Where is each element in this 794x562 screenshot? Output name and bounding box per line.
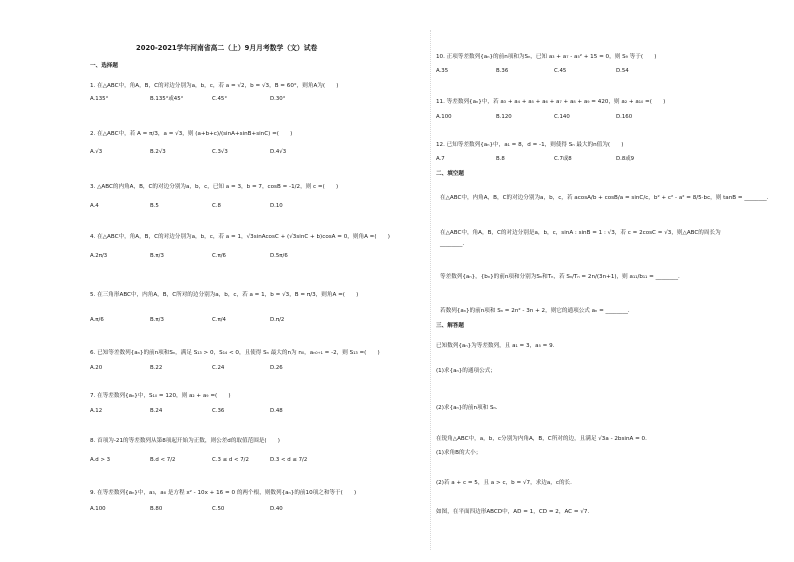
q7-option-d: D.48 [270, 408, 283, 414]
q2-option-b: B.2√3 [150, 149, 166, 155]
q2-option-a: A.√3 [90, 149, 103, 155]
q7-option-b: B.24 [150, 408, 163, 414]
solve-problem-2-part-2: (2)若 a + c = 5，且 a > c，b = √7，求边a，c的长. [436, 480, 572, 486]
fill-question-4: 若数列{aₙ}的前n项和 Sₙ = 2n² - 3n + 2，则它的通项公式 aₙ = ________. [440, 308, 630, 314]
q3-option-d: D.10 [270, 203, 283, 209]
section-fill-heading: 二、填空题 [436, 171, 464, 177]
fill-question-3: 等差数列{aₙ}，{bₙ}的前n项和分别为Sₙ和Tₙ，若 Sₙ/Tₙ = 2n/(3n+1)，则 a₁₁/b₁₁ = ________. [440, 274, 680, 280]
q4-option-a: A.2π/3 [90, 253, 108, 259]
q11-option-d: D.160 [616, 114, 633, 120]
q9-option-d: D.40 [270, 506, 283, 512]
solve-problem-1: 已知数列{aₙ}为等差数列，且 a₁ = 3，a₅ = 9. [436, 343, 555, 349]
question-4: 4. 在△ABC中，角A，B，C的对边分别为a，b，c，若 a = 1，√3sinAcosC + (√3sinC + b)cosA = 0，则角A =( ) [90, 234, 390, 240]
solve-problem-1-part-1: (1)求{aₙ}的通项公式； [436, 368, 496, 374]
q10-option-b: B.36 [496, 68, 509, 74]
solve-problem-3: 如图，在平面四边形ABCD中，AD = 1，CD = 2，AC = √7. [436, 509, 590, 515]
q12-option-d: D.8或9 [616, 156, 635, 162]
q7-option-a: A.12 [90, 408, 103, 414]
q2-option-d: D.4√3 [270, 149, 287, 155]
question-11: 11. 等差数列{aₙ}中，若 a₃ + a₄ + a₅ + a₆ + a₇ + a₈ + a₉ = 420，则 a₂ + a₁₀ =( ) [436, 99, 666, 105]
q10-option-d: D.54 [616, 68, 629, 74]
q4-option-c: C.π/6 [212, 253, 226, 259]
q9-option-c: C.50 [212, 506, 225, 512]
q6-option-b: B.22 [150, 365, 163, 371]
q10-option-a: A.35 [436, 68, 449, 74]
q6-option-d: D.26 [270, 365, 283, 371]
q5-option-b: B.π/3 [150, 317, 164, 323]
solve-problem-2: 在锐角△ABC中，a，b，c分别为内角A，B，C所对的边，且满足 √3a - 2bsinA = 0. [436, 436, 647, 442]
q12-option-c: C.7或8 [554, 156, 572, 162]
q7-option-c: C.36 [212, 408, 225, 414]
question-2: 2. 在△ABC中，若 A = π/3，a = √3，则 (a+b+c)/(sinA+sinB+sinC) =( ) [90, 131, 293, 137]
q12-option-a: A.7 [436, 156, 445, 162]
question-9: 9. 在等差数列{aₙ}中，a₃，a₈ 是方程 x² - 10x + 16 = 0 的两个根，则数列{aₙ}的前10项之和等于( ) [90, 490, 357, 496]
q9-option-b: B.80 [150, 506, 163, 512]
solve-problem-2-part-1: (1)求角B的大小； [436, 450, 482, 456]
section-choice-heading: 一、选择题 [90, 63, 118, 69]
solve-problem-1-part-2: (2)求{aₙ}的前n项和 Sₙ. [436, 405, 498, 411]
fill-question-2-blank: ________. [440, 241, 465, 247]
q4-option-b: B.π/3 [150, 253, 164, 259]
q12-option-b: B.8 [496, 156, 505, 162]
section-solve-heading: 三、解答题 [436, 323, 464, 329]
fill-question-2: 在△ABC中，角A，B，C的对边分别是a，b，c，sinA : sinB = 1 : √3，若 c = 2cosC = √3，则△ABC的周长为 [440, 230, 721, 236]
column-divider [430, 30, 431, 550]
q5-option-a: A.π/6 [90, 317, 104, 323]
question-10: 10. 正项等差数列{aₙ}的前n项和为Sₙ，已知 a₃ + a₇ - a₅² + 15 = 0，则 S₉ 等于( ) [436, 54, 657, 60]
q8-option-b: B.d < 7/2 [150, 457, 176, 463]
q2-option-c: C.3√3 [212, 149, 228, 155]
question-3: 3. △ABC的内角A，B，C的对边分别为a，b，c，已知 a = 3，b = 7，cosB = -1/2，则 c =( ) [90, 184, 339, 190]
q1-option-b: B.135°或45° [150, 96, 184, 102]
q8-option-a: A.d > 3 [90, 457, 111, 463]
q4-option-d: D.5π/6 [270, 253, 288, 259]
q11-option-c: C.140 [554, 114, 570, 120]
q5-option-d: D.π/2 [270, 317, 285, 323]
question-5: 5. 在三角形ABC中，内角A，B，C所对的边分别为a，b，c，若 a = 1，b = √3，B = π/3，则角A =( ) [90, 292, 359, 298]
page-title: 2020-2021学年河南省高二（上）9月月考数学（文）试卷 [136, 44, 318, 52]
q3-option-a: A.4 [90, 203, 99, 209]
q9-option-a: A.100 [90, 506, 106, 512]
q1-option-a: A.135° [90, 96, 109, 102]
q1-option-d: D.30° [270, 96, 286, 102]
question-12: 12. 已知等差数列{aₙ}中，a₁ = 8，d = -1，则使得 Sₙ 最大的n值为( ) [436, 142, 624, 148]
question-8: 8. 首项为-21的等差数列从第8项起开始为正数，则公差d的取值范围是( ) [90, 438, 280, 444]
q10-option-c: C.45 [554, 68, 567, 74]
q11-option-a: A.100 [436, 114, 452, 120]
q11-option-b: B.120 [496, 114, 512, 120]
q3-option-c: C.8 [212, 203, 221, 209]
question-6: 6. 已知等差数列{aₙ}的前n项和Sₙ，满足 S₁₃ > 0，S₁₄ < 0，且使得 Sₙ 最大的n为 n₀，aₙ₀₊₁ = -2，则 S₁₃ =( ) [90, 350, 380, 356]
q3-option-b: B.5 [150, 203, 159, 209]
q8-option-d: D.3 < d ≤ 7/2 [270, 457, 308, 463]
q1-option-c: C.45° [212, 96, 228, 102]
q6-option-a: A.20 [90, 365, 103, 371]
q5-option-c: C.π/4 [212, 317, 226, 323]
question-1: 1. 在△ABC中，角A，B，C的对边分别为a，b，c，若 a = √2，b = √3，B = 60°，则角A为( ) [90, 83, 339, 89]
question-7: 7. 在等差数列{aₙ}中，S₁₀ = 120，则 a₂ + a₉ =( ) [90, 393, 231, 399]
q6-option-c: C.24 [212, 365, 225, 371]
q8-option-c: C.3 ≤ d < 7/2 [212, 457, 249, 463]
fill-question-1: 在△ABC中，内角A，B，C的对边分别为a，b，c，若 acosA/b + cosB/a = sinC/c，b² + c² - a² = 8/5·bc，则 tanB = ________. [440, 195, 769, 201]
